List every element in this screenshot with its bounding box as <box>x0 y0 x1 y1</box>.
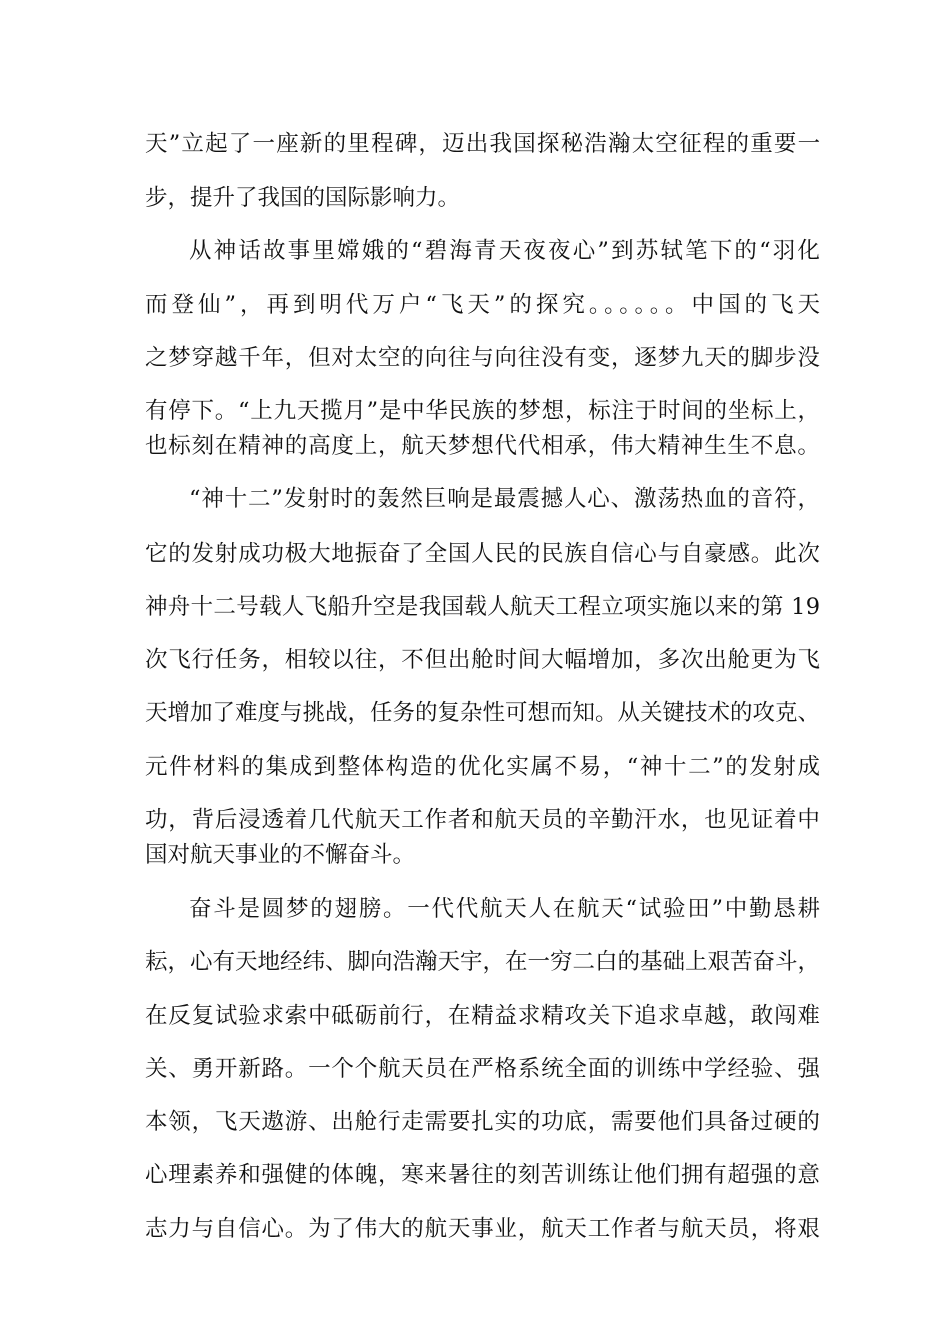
text-line <box>0 800 950 840</box>
text-line-content: 奋斗是圆梦的翅膀。一代代航天人在航天“试验田”中勤恳耕 <box>189 896 822 922</box>
text-line <box>0 178 950 218</box>
text-line-content: 本领，飞天遨游、出舱行走需要扎实的功底，需要他们具备过硬的 <box>145 1109 821 1135</box>
text-line-content: 也标刻在精神的高度上，航天梦想代代相承，伟大精神生生不息。 <box>145 433 821 459</box>
text-line <box>0 942 950 982</box>
text-line-content: 次飞行任务，相较以往，不但出舱时间大幅增加，多次出舱更为飞 <box>145 647 821 673</box>
text-line-content: “神十二”发射时的轰然巨响是最震撼人心、激荡热血的音符， <box>189 486 821 512</box>
text-line-content: 步，提升了我国的国际影响力。 <box>145 185 461 211</box>
text-line <box>0 391 950 431</box>
text-line-content: 从神话故事里嫦娥的“碧海青天夜夜心”到苏轼笔下的“羽化 <box>189 238 823 264</box>
text-line <box>0 1209 950 1249</box>
text-line <box>0 124 950 164</box>
text-line <box>0 479 950 519</box>
text-line <box>0 1102 950 1142</box>
text-line <box>0 640 950 680</box>
text-line <box>0 1049 950 1089</box>
text-line-content: 而登仙”，再到明代万户“飞天”的探究。。。。。。中国的飞天 <box>145 292 824 318</box>
text-line <box>0 587 950 627</box>
text-line-content: 天”立起了一座新的里程碑，迈出我国探秘浩瀚太空征程的重要一 <box>145 131 822 157</box>
text-line-content: 神舟十二号载人飞船升空是我国载人航天工程立项实施以来的第 19 <box>145 594 821 620</box>
text-line-content: 国对航天事业的不懈奋斗。 <box>145 842 416 868</box>
text-line <box>0 889 950 929</box>
text-line <box>0 693 950 733</box>
text-line-content: 天增加了难度与挑战，任务的复杂性可想而知。从关键技术的攻克、 <box>145 700 821 726</box>
text-line-content: 它的发射成功极大地振奋了全国人民的民族自信心与自豪感。此次 <box>145 541 821 567</box>
text-line <box>0 1155 950 1195</box>
text-line <box>0 426 950 466</box>
text-line <box>0 338 950 378</box>
text-line <box>0 285 950 325</box>
text-line <box>0 747 950 787</box>
text-line-content: 之梦穿越千年，但对太空的向往与向往没有变，逐梦九天的脚步没 <box>145 345 821 371</box>
text-line-content: 在反复试验求索中砥砺前行，在精益求精攻关下追求卓越，敢闯难 <box>145 1003 821 1029</box>
text-line-content: 志力与自信心。为了伟大的航天事业，航天工作者与航天员，将艰 <box>145 1216 821 1242</box>
text-line <box>0 996 950 1036</box>
text-line-content: 耘，心有天地经纬、脚向浩瀚天宇，在一穷二白的基础上艰苦奋斗， <box>145 949 821 975</box>
text-line <box>0 835 950 875</box>
text-line-content: 元件材料的集成到整体构造的优化实属不易，“神十二”的发射成 <box>145 754 822 780</box>
text-line-content: 心理素养和强健的体魄，寒来暑往的刻苦训练让他们拥有超强的意 <box>145 1162 821 1188</box>
text-line <box>0 231 950 271</box>
text-line <box>0 534 950 574</box>
text-line-content: 功，背后浸透着几代航天工作者和航天员的辛勤汗水，也见证着中 <box>145 807 821 833</box>
text-line-content: 关、勇开新路。一个个航天员在严格系统全面的训练中学经验、强 <box>145 1056 821 1082</box>
text-line-content: 有停下。“上九天揽月”是中华民族的梦想，标注于时间的坐标上， <box>145 398 821 424</box>
